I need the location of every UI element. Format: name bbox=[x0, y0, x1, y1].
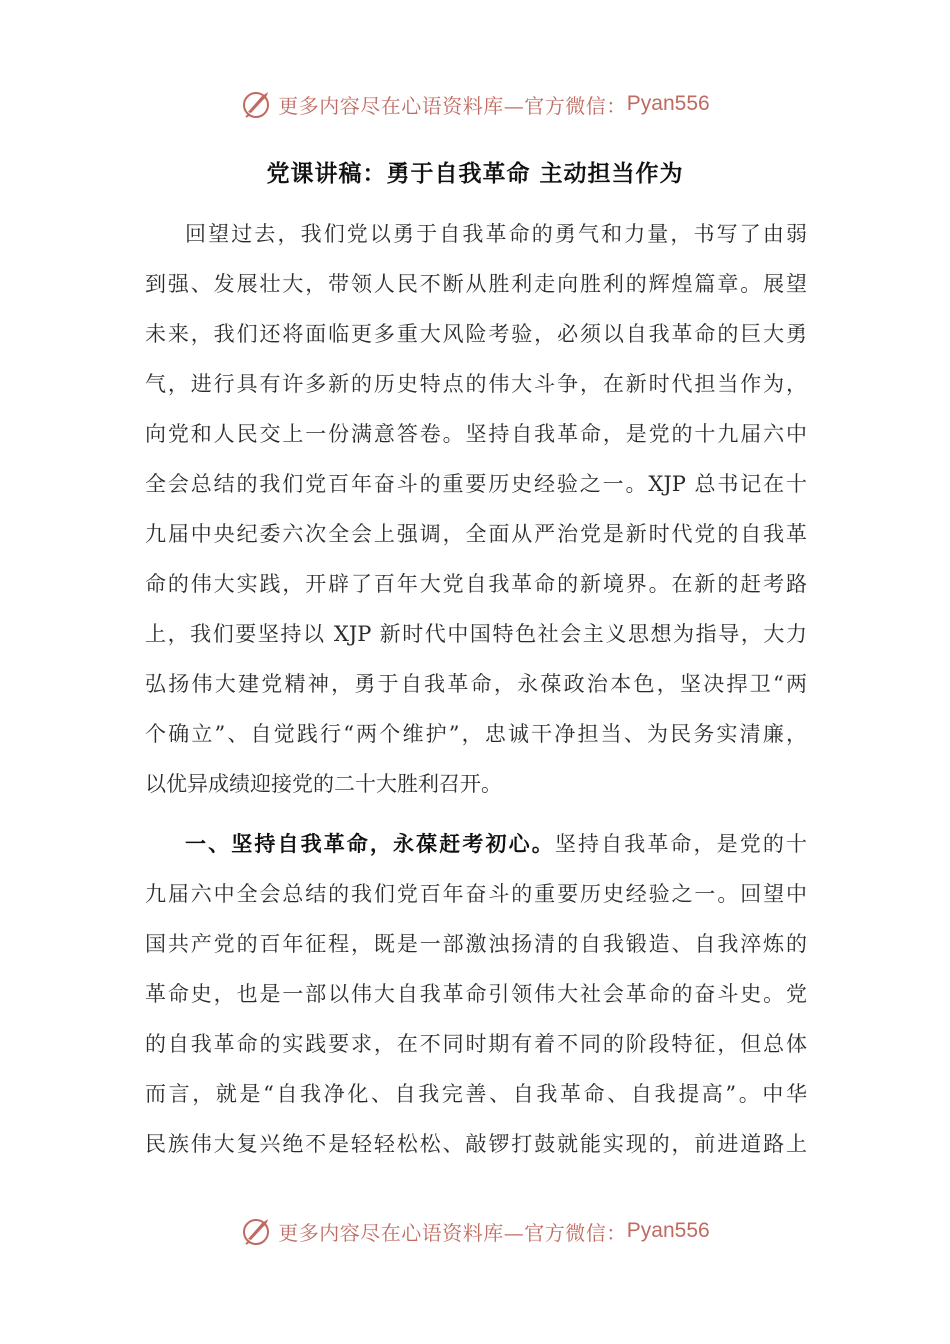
section-heading: 一、坚持自我革命，永葆赶考初心。 bbox=[185, 832, 555, 856]
text-line: 九届中央纪委六次全会上强调，全面从严治党是新时代党的自我革 bbox=[145, 522, 807, 546]
banner-text: 更多内容尽在心语资料库—官方微信： bbox=[278, 1220, 627, 1245]
wechat-id: Pyan556 bbox=[626, 1219, 710, 1242]
text-line: 未来，我们还将面临更多重大风险考验，必须以自我革命的巨大勇 bbox=[145, 322, 807, 346]
text-line: 而言，就是“自我净化、自我完善、自我革命、自我提高”。中华 bbox=[145, 1082, 807, 1106]
text-line: 以优异成绩迎接党的二十大胜利召开。 bbox=[145, 772, 502, 796]
text-line: 九届六中全会总结的我们党百年奋斗的重要历史经验之一。回望中 bbox=[145, 882, 807, 906]
text-line: 个确立”、自觉践行“两个维护”，忠诚干净担当、为民务实清廉， bbox=[145, 722, 807, 746]
text-line: 弘扬伟大建党精神，勇于自我革命，永葆政治本色，坚决捍卫“两 bbox=[145, 672, 807, 696]
text-line: 向党和人民交上一份满意答卷。坚持自我革命，是党的十九届六中 bbox=[145, 422, 807, 446]
paragraph-2 bbox=[145, 819, 807, 1169]
paragraph-1 bbox=[145, 209, 807, 809]
footer-banner bbox=[0, 1211, 950, 1251]
text-line: 气，进行具有许多新的历史特点的伟大斗争，在新时代担当作为， bbox=[145, 372, 807, 396]
text-line: 的自我革命的实践要求，在不同时期有着不同的阶段特征，但总体 bbox=[145, 1032, 807, 1056]
wechat-id: Pyan556 bbox=[626, 92, 710, 115]
quill-logo-icon bbox=[240, 88, 272, 120]
text-line: 全会总结的我们党百年奋斗的重要历史经验之一。XJP 总书记在十 bbox=[145, 472, 807, 496]
text-line bbox=[145, 819, 807, 869]
text-line: 回望过去，我们党以勇于自我革命的勇气和力量，书写了由弱 bbox=[185, 222, 807, 246]
text-line: 到强、发展壮大，带领人民不断从胜利走向胜利的辉煌篇章。展望 bbox=[145, 272, 807, 296]
quill-logo-icon bbox=[240, 1215, 272, 1247]
text-line: 国共产党的百年征程，既是一部激浊扬清的自我锻造、自我淬炼的 bbox=[145, 932, 807, 956]
banner-text: 更多内容尽在心语资料库—官方微信： bbox=[278, 93, 627, 118]
document-title: 党课讲稿：勇于自我革命 主动担当作为 bbox=[266, 161, 684, 187]
text-line: 民族伟大复兴绝不是轻轻松松、敲锣打鼓就能实现的，前进道路上 bbox=[145, 1132, 807, 1156]
text-run: 坚持自我革命，是党的十 bbox=[554, 832, 808, 856]
text-line: 革命史，也是一部以伟大自我革命引领伟大社会革命的奋斗史。党 bbox=[145, 982, 807, 1006]
text-line: 命的伟大实践，开辟了百年大党自我革命的新境界。在新的赶考路 bbox=[145, 572, 807, 596]
text-line: 上，我们要坚持以 XJP 新时代中国特色社会主义思想为指导，大力 bbox=[145, 622, 807, 646]
header-banner bbox=[0, 84, 950, 124]
